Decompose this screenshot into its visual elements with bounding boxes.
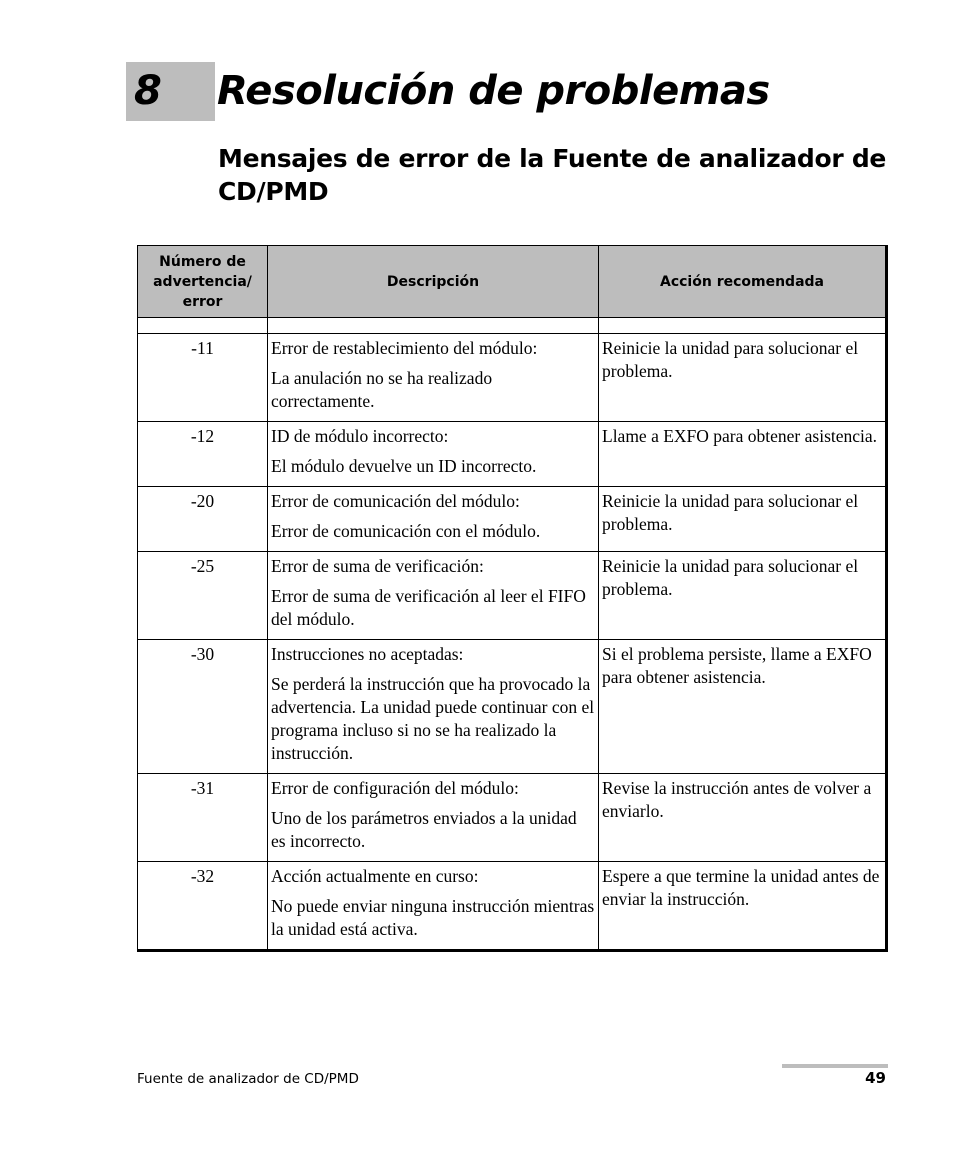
table-row [138, 552, 887, 640]
description-title: ID de módulo incorrecto: [271, 426, 449, 446]
chapter-number: 8 [134, 68, 162, 114]
error-code: -31 [138, 774, 268, 862]
recommended-action: Espere a que termine la unidad antes de enviar la instrucción. [599, 862, 887, 951]
error-code: -20 [138, 487, 268, 552]
header-recommended-action: Acción recomendada [599, 246, 887, 318]
table-row [138, 487, 887, 552]
description-detail: La anulación no se ha realizado correctamente. [271, 368, 493, 411]
description-detail: Se perderá la instrucción que ha provocado la advertencia. La unidad puede continuar con el programa incluso si no se ha realizado la instrucción. [271, 674, 595, 763]
description-detail: Uno de los parámetros enviados a la unidad es incorrecto. [271, 808, 577, 851]
description-cell [268, 422, 599, 487]
description-cell [268, 774, 599, 862]
page-number: 49 [865, 1069, 886, 1087]
table-row [138, 422, 887, 487]
description-title: Error de restablecimiento del módulo: [271, 338, 538, 358]
table-row [138, 640, 887, 774]
error-code: -12 [138, 422, 268, 487]
table-row [138, 774, 887, 862]
header-warning-number: Número de advertencia/ error [138, 246, 268, 318]
error-messages-table [137, 245, 888, 952]
footer-rule [782, 1064, 888, 1068]
header-description: Descripción [268, 246, 599, 318]
error-code: -30 [138, 640, 268, 774]
chapter-title: Resolución de problemas [217, 68, 770, 114]
description-cell [268, 487, 599, 552]
description-cell [268, 334, 599, 422]
description-title: Acción actualmente en curso: [271, 866, 479, 886]
recommended-action: Reinicie la unidad para solucionar el problema. [599, 552, 887, 640]
recommended-action: Reinicie la unidad para solucionar el problema. [599, 334, 887, 422]
error-code: -32 [138, 862, 268, 951]
recommended-action: Si el problema persiste, llame a EXFO para obtener asistencia. [599, 640, 887, 774]
description-detail: El módulo devuelve un ID incorrecto. [271, 456, 537, 476]
description-detail: Error de suma de verificación al leer el FIFO del módulo. [271, 586, 586, 629]
recommended-action: Llame a EXFO para obtener asistencia. [599, 422, 887, 487]
footer-document-title: Fuente de analizador de CD/PMD [137, 1071, 359, 1087]
description-detail: Error de comunicación con el módulo. [271, 521, 541, 541]
description-cell [268, 552, 599, 640]
section-title: Mensajes de error de la Fuente de analizador de CD/PMD [218, 144, 887, 206]
error-code: -11 [138, 334, 268, 422]
recommended-action: Revise la instrucción antes de volver a enviarlo. [599, 774, 887, 862]
error-code: -25 [138, 552, 268, 640]
description-title: Error de comunicación del módulo: [271, 491, 520, 511]
table-row [138, 862, 887, 951]
description-detail: No puede enviar ninguna instrucción mientras la unidad está activa. [271, 896, 595, 939]
table-spacer-row [138, 318, 887, 334]
description-title: Error de configuración del módulo: [271, 778, 519, 798]
recommended-action: Reinicie la unidad para solucionar el problema. [599, 487, 887, 552]
description-cell [268, 862, 599, 951]
table-header-row [138, 246, 887, 318]
description-cell [268, 640, 599, 774]
description-title: Error de suma de verificación: [271, 556, 484, 576]
table-row [138, 334, 887, 422]
description-title: Instrucciones no aceptadas: [271, 644, 464, 664]
